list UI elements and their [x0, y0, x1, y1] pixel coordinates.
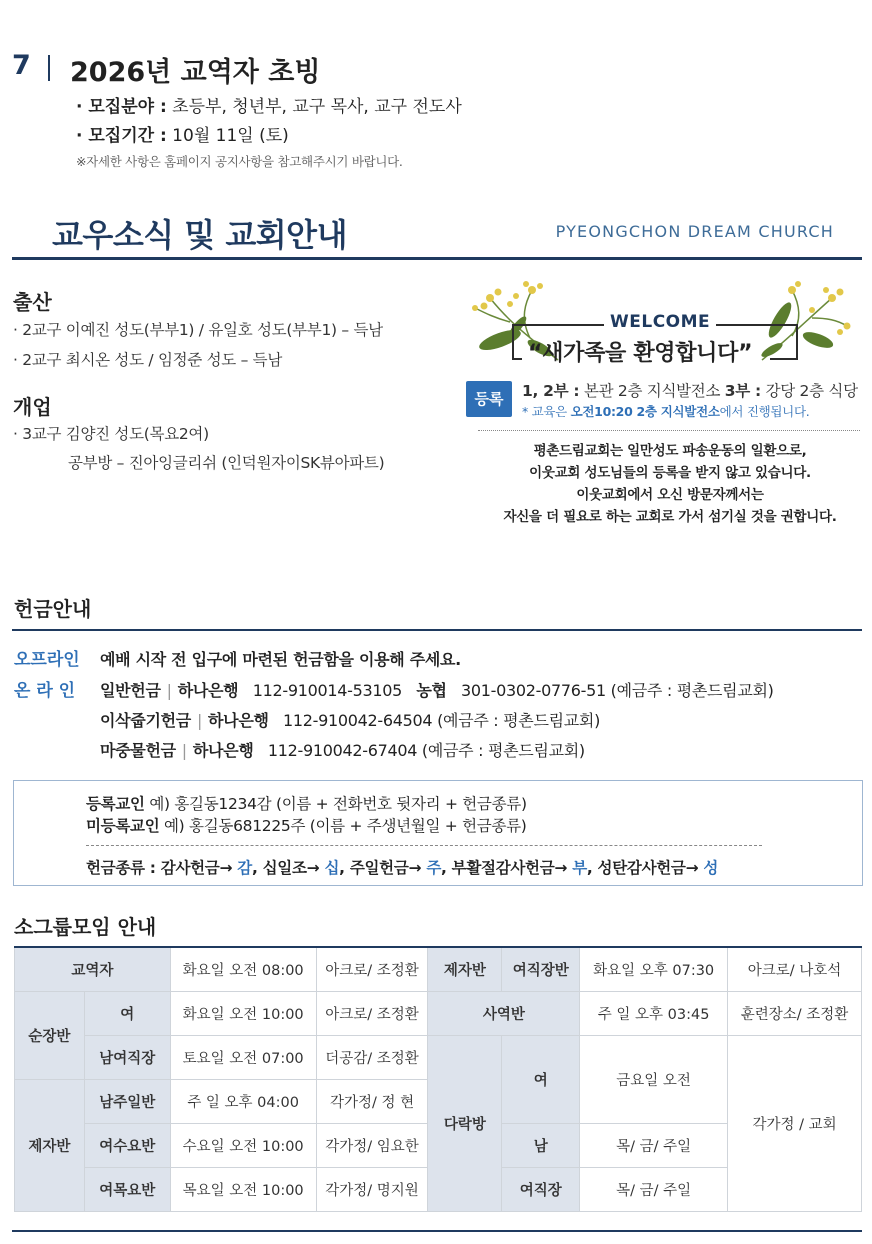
- frame-line-bottom-left: [512, 358, 522, 360]
- offline-text: [100, 647, 461, 670]
- separator: |: [181, 741, 187, 760]
- recruit-period-value: 10월 11일 (토): [166, 126, 289, 146]
- frame-line-left: [512, 324, 514, 358]
- table-cell: 여직장반: [502, 947, 580, 991]
- table-cell: 화요일 오전 08:00: [170, 947, 316, 991]
- kind-code: 부: [572, 859, 587, 877]
- item-number: 7: [12, 50, 31, 81]
- account-number: 112-910014-53105: [252, 681, 402, 700]
- kind-name: 감사헌금→: [155, 859, 238, 877]
- bank-name: 하나은행: [192, 741, 254, 760]
- table-cell: 남주일반: [84, 1079, 170, 1123]
- account-number: 112-910042-67404 (예금주 : 평촌드림교회): [267, 741, 585, 760]
- offline-label: 오프라인: [14, 650, 80, 670]
- recruit-title: 2026년 교역자 초빙: [70, 57, 321, 88]
- table-cell: 여목요반: [84, 1167, 170, 1211]
- kind-name: , 십일조→: [251, 859, 325, 877]
- account-number: 301-0302-0776-51 (예금주 : 평촌드림교회): [461, 681, 774, 700]
- table-cell: 각가정 / 교회: [728, 1035, 862, 1211]
- kind-code: 성: [703, 859, 719, 877]
- opening-heading: 개업: [13, 395, 52, 419]
- table-cell: 남: [502, 1123, 580, 1167]
- table-cell: 주 일 오후 04:00: [170, 1079, 316, 1123]
- account-row: [100, 738, 585, 761]
- table-cell: 교역자: [15, 947, 171, 991]
- education-time-place: 오전10:20 2층 지식발전소: [570, 404, 720, 419]
- table-cell: 여직장: [502, 1167, 580, 1211]
- policy-line: 이웃교회에서 오신 방문자께서는: [576, 487, 764, 503]
- bank-name: 농협: [416, 681, 447, 700]
- kinds-label: 헌금종류 :: [86, 859, 156, 877]
- service-3-place: 강당 2층 식당: [760, 382, 858, 400]
- table-cell: 제자반: [15, 1079, 85, 1211]
- kind-name: , 부활절감사헌금→: [441, 859, 573, 877]
- offering-kinds: [86, 856, 718, 878]
- section-rule: [12, 257, 862, 260]
- dashed-divider: [86, 845, 762, 846]
- table-cell: 다락방: [428, 1035, 502, 1211]
- bottom-rule: [12, 1230, 862, 1232]
- guide-unregistered: [86, 814, 527, 836]
- kind-code: 감: [237, 859, 252, 877]
- registration-places: [522, 379, 858, 401]
- table-cell: 아크로/ 나호석: [728, 947, 862, 991]
- kind-code: 십: [324, 859, 340, 877]
- table-cell: 남여직장: [84, 1035, 170, 1079]
- dotted-divider: [478, 430, 860, 431]
- welcome-heading: WELCOME: [604, 312, 716, 332]
- table-cell: 더공감/ 조정환: [316, 1035, 428, 1079]
- table-cell: 금요일 오전: [580, 1035, 728, 1123]
- recruit-field-value: 초등부, 청년부, 교구 목사, 교구 전도사: [166, 97, 462, 117]
- table-row: [15, 1035, 862, 1079]
- account-row: [100, 678, 774, 701]
- table-cell: 사역반: [428, 991, 580, 1035]
- opening-detail: 공부방 – 진아잉글리쉬 (인덕원자이SK뷰아파트): [68, 454, 385, 472]
- table-cell: 목요일 오전 10:00: [170, 1167, 316, 1211]
- table-cell: 순장반: [15, 991, 85, 1079]
- opening-item: · 3교구 김양진 성도(목요2여): [13, 425, 209, 443]
- kind-code: 주: [426, 859, 441, 877]
- policy-line: 평촌드림교회는 일만성도 파송운동의 일환으로,: [533, 443, 807, 459]
- education-note: [522, 402, 809, 420]
- service-3-label: 3부 :: [724, 382, 761, 400]
- service-12-label: 1, 2부 :: [522, 382, 580, 400]
- table-row: [15, 991, 862, 1035]
- table-cell: 목/ 금/ 주일: [580, 1123, 728, 1167]
- table-cell: 토요일 오전 07:00: [170, 1035, 316, 1079]
- service-12-place: 본관 2층 지식발전소: [579, 382, 725, 400]
- guide-example: 예) 홍길동1234감 (이름 + 전화번호 뒷자리 + 헌금종류): [144, 795, 527, 813]
- smallgroup-heading: 소그룹모임 안내: [14, 915, 157, 939]
- guide-label: 미등록교인: [86, 817, 160, 835]
- registration-policy: [470, 440, 870, 528]
- account-number: 112-910042-64504 (예금주 : 평촌드림교회): [283, 711, 601, 730]
- table-cell: 각가정/ 임요한: [316, 1123, 428, 1167]
- guide-registered: [86, 792, 527, 814]
- policy-line: 이웃교회 성도님들의 등록을 받지 않고 있습니다.: [529, 465, 811, 481]
- education-suffix: 에서 진행됩니다.: [719, 404, 810, 419]
- table-cell: 여: [502, 1035, 580, 1123]
- offline-instruction: 예배 시작 전 입구에 마련된 헌금함을 이용해 주세요.: [100, 650, 461, 669]
- guide-label: 등록교인: [86, 795, 145, 813]
- frame-line-right: [796, 324, 798, 360]
- kind-name: , 주일헌금→: [339, 859, 427, 877]
- recruit-field-label: · 모집분야 :: [76, 97, 167, 117]
- birth-item: · 2교구 이예진 성도(부부1) / 유일호 성도(부부1) – 득남: [13, 321, 383, 339]
- birth-item: · 2교구 최시온 성도 / 임정준 성도 – 득남: [13, 351, 283, 369]
- offering-heading: 헌금안내: [14, 597, 92, 621]
- recruit-period-label: · 모집기간 :: [76, 126, 167, 146]
- separator: |: [166, 681, 172, 700]
- divider: [48, 55, 50, 81]
- table-cell: 여: [84, 991, 170, 1035]
- offering-rule: [12, 629, 862, 631]
- separator: |: [196, 711, 203, 730]
- kind-name: , 성탄감사헌금→: [586, 859, 704, 877]
- bank-name: 하나은행: [177, 681, 239, 700]
- church-name-english: PYEONGCHON DREAM CHURCH: [555, 222, 834, 241]
- recruit-note: ※자세한 사항은 홈페이지 공지사항을 참고해주시기 바랍니다.: [76, 154, 403, 169]
- guide-example: 예) 홍길동681225주 (이름 + 주생년월일 + 헌금종류): [159, 817, 527, 835]
- offering-type: 이삭줍기헌금: [100, 711, 191, 730]
- welcome-subtitle: “새가족을 환영합니다”: [528, 341, 753, 366]
- education-prefix: * 교육은: [522, 404, 571, 419]
- recruit-period: [76, 121, 289, 146]
- account-row: [100, 708, 600, 731]
- table-cell: 화요일 오전 10:00: [170, 991, 316, 1035]
- bank-name: 하나은행: [208, 711, 269, 730]
- table-cell: 아크로/ 조정환: [316, 947, 428, 991]
- table-cell: 각가정/ 정 현: [316, 1079, 428, 1123]
- section-title: 교우소식 및 교회안내: [52, 216, 347, 254]
- table-cell: 여수요반: [84, 1123, 170, 1167]
- policy-line: 자신을 더 필요로 하는 교회로 가서 섬기실 것을 권합니다.: [503, 509, 837, 525]
- registration-badge: 등록: [466, 381, 512, 417]
- welcome-frame: [508, 312, 798, 370]
- online-label: 온 라 인: [14, 681, 76, 701]
- birth-heading: 출산: [13, 290, 52, 314]
- table-cell: 수요일 오전 10:00: [170, 1123, 316, 1167]
- table-cell: 훈련장소/ 조정환: [728, 991, 862, 1035]
- table-cell: 주 일 오후 03:45: [580, 991, 728, 1035]
- frame-line-bottom-right: [770, 358, 798, 360]
- table-row: [15, 947, 862, 991]
- table-cell: 각가정/ 명지원: [316, 1167, 428, 1211]
- offering-type: 일반헌금: [100, 681, 161, 700]
- smallgroup-table: [14, 946, 862, 1212]
- offering-type: 마중물헌금: [100, 741, 176, 760]
- recruit-field: [76, 92, 462, 117]
- table-cell: 목/ 금/ 주일: [580, 1167, 728, 1211]
- table-cell: 제자반: [428, 947, 502, 991]
- table-cell: 아크로/ 조정환: [316, 991, 428, 1035]
- table-cell: 화요일 오후 07:30: [580, 947, 728, 991]
